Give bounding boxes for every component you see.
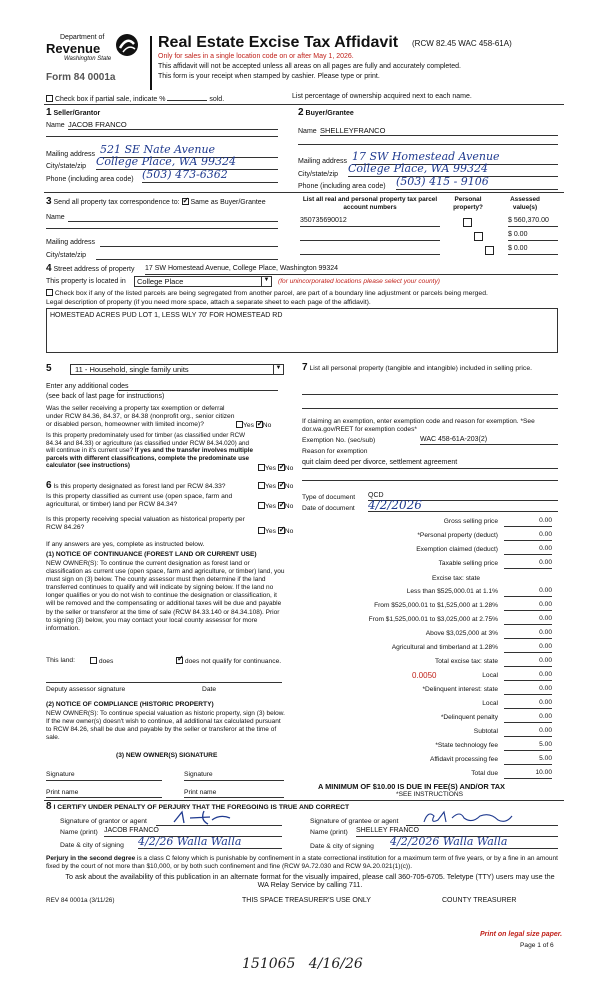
parcel-personal-checkbox-2[interactable] xyxy=(474,232,483,241)
personal-property-line-1[interactable] xyxy=(302,394,558,395)
parcel-value-3[interactable]: $ 0.00 xyxy=(508,245,558,255)
seller-mailing-field[interactable]: 521 SE Nate Avenue xyxy=(100,143,278,158)
local-rate: 0.0050 xyxy=(412,671,437,680)
seller-phone-label: Phone (including area code) xyxy=(46,176,134,183)
compliance-body: NEW OWNER(S): To continue special valuation as historic property, sign (3) below. If the new owner(s) doesn't wish to continue, all additional tax calculated pursuant to RCW 84.26, shall be due and payable by the seller or transferor at the time of sale. xyxy=(46,710,285,742)
delinquent-interest-state[interactable]: 0.00 xyxy=(504,685,552,695)
owner-sig-label-2: Signature xyxy=(184,771,213,778)
ownership-note: List percentage of ownership acquired next to each name. xyxy=(292,93,472,100)
alt-format-notice: To ask about the availability of this publication in an alternate format for the visually impaired, please call 360-705-6705. Teletype (TTY) users may use the WA Relay Service by calling 711. xyxy=(65,872,555,890)
taxable-selling-price[interactable]: 0.00 xyxy=(504,559,552,569)
owner-sig-line-1[interactable] xyxy=(46,780,162,781)
owner-sig-line-2[interactable] xyxy=(184,780,284,781)
tax-row-t5: Agricultural and timberland at 1.28% 0.00 xyxy=(391,643,552,651)
parcel-personal-checkbox-1[interactable] xyxy=(463,218,472,227)
located-label: This property is located in xyxy=(46,278,126,285)
buyer-name-field[interactable]: SHELLEYFRANCO xyxy=(320,126,558,136)
buyer-phone-field[interactable]: (503) 415 - 9106 xyxy=(396,175,558,190)
tax-row-t3: From $1,525,000.01 to $3,025,000 at 2.75% 0.00 xyxy=(368,615,552,623)
does-not-option: ✓ does not qualify for continuance. xyxy=(176,657,286,666)
q2-yes-no: Yes ✓ No xyxy=(258,464,293,472)
notice-line-2: This form is your receipt when stamped by cashier. Please type or print. xyxy=(158,73,380,80)
reason-label: Reason for exemption xyxy=(302,448,368,455)
parcel-account-3[interactable] xyxy=(300,245,440,255)
new-owner-sig-heading: (3) NEW OWNER(S) SIGNATURE xyxy=(116,752,218,759)
q1-yes-checkbox[interactable] xyxy=(236,421,243,428)
property-street-field[interactable]: 17 SW Homestead Avenue, College Place, Washington 99324 xyxy=(145,265,558,275)
q1-no-checkbox[interactable] xyxy=(256,421,263,428)
handwritten-receipt-note: 151065 4/16/26 xyxy=(242,956,363,972)
tax-row-delinq-penalty: *Delinquent penalty 0.00 xyxy=(440,713,552,721)
buyer-name-label: Name xyxy=(298,128,317,135)
grantor-date-label: Date & city of signing xyxy=(60,842,124,849)
tax-row-t4: Above $3,025,000 at 3% 0.00 xyxy=(425,629,552,637)
grantee-date-field[interactable]: 4/2/2026 Walla Walla xyxy=(390,835,558,849)
tax-row-subtotal: Subtotal 0.00 xyxy=(473,727,552,735)
forest-yes-checkbox[interactable] xyxy=(258,482,265,489)
section7-label: 7 List all personal property (tangible and intangible) included in selling price. xyxy=(302,362,532,373)
total-due[interactable]: 10.00 xyxy=(504,769,552,779)
seller-phone-field[interactable]: (503) 473-6362 xyxy=(142,168,278,183)
buyer-name-line2 xyxy=(298,144,558,145)
seller-city-field[interactable]: College Place, WA 99324 xyxy=(96,155,278,170)
continuance-body: NEW OWNER(S): To continue the current designation as forest land or classification as current use (open space, farm and agriculture, or timber) land, you must sign on (3) below. The county assessor must then determine if the land transferred continues to qualify and will indicate by signing below. If the land no longer qualifies or you do not wish to continue the designation or classification, it will be removed and the compensating or additional taxes will be due and payable by the seller or transferor at the time of sale (RCW 84.33.140 or 84.34.108). Prior to signing (3) below, you may contact your local county assessor for more information. xyxy=(46,560,285,632)
s3-mailing-label: Mailing address xyxy=(46,239,96,246)
tax-tier-4[interactable]: 0.00 xyxy=(504,629,552,639)
land-use-select[interactable] xyxy=(70,364,284,375)
same-as-buyer-checkbox[interactable] xyxy=(182,198,189,205)
s6q1-yes-no: Yes ✓ No xyxy=(258,482,293,490)
minimum-due-note: A MINIMUM OF $10.00 IS DUE IN FEE(S) AND/OR TAX xyxy=(318,782,505,791)
timber-question: Is this property predominately used for timber (as classified under RCW 84.34 and 84.33) or agriculture (as classified under RCW 84.34.020) and will continue in it's current use? If yes and the transfer involves multiple parcels with different classifications, complete the predominate use calculator (see instructions) xyxy=(46,432,253,470)
grantee-date-label: Date & city of signing xyxy=(310,843,374,850)
tax-row-gross: Gross selling price 0.00 xyxy=(443,517,552,525)
seller-name-line2 xyxy=(46,136,278,137)
grantee-name-field[interactable]: SHELLEY FRANCO xyxy=(356,827,558,837)
s6q3-yes-no: Yes ✓ No xyxy=(258,527,293,535)
q2-no-checkbox[interactable] xyxy=(278,464,285,471)
deputy-date-label: Date xyxy=(202,686,217,693)
affidavit-processing-fee[interactable]: 5.00 xyxy=(504,755,552,765)
if-yes-note: If any answers are yes, complete as instructed below. xyxy=(46,541,205,548)
section5-number: 5 xyxy=(46,363,52,374)
chevron-down-icon: ▼ xyxy=(261,277,271,286)
unincorporated-note: (for unincorporated locations please select your county) xyxy=(278,278,441,285)
subtotal[interactable]: 0.00 xyxy=(504,727,552,737)
seller-name-field[interactable]: JACOB FRANCO xyxy=(68,120,278,130)
parcel-personal-checkbox-3[interactable] xyxy=(485,246,494,255)
owner-print-label-1: Print name xyxy=(46,789,79,796)
s3-name-field[interactable] xyxy=(68,212,278,222)
personal-header: Personal property? xyxy=(453,196,483,211)
owner-sig-label-1: Signature xyxy=(46,771,75,778)
buyer-city-field[interactable]: College Place, WA 99324 xyxy=(348,162,558,177)
rcw-reference: (RCW 82.45 WAC 458-61A) xyxy=(412,39,512,48)
perjury-notice: Perjury in the second degree is a class C felony which is punishable by confinement in a state correctional institution for a maximum term of five years, or by a fine in an amount fixed by the court of not more than $10,000, or by both such confinement and fine (RCW 9A.72.030 and RCW 9A.20.021(1)(c)). xyxy=(46,855,558,870)
deputy-signature-label: Deputy assessor signature xyxy=(46,686,126,693)
owner-print-line-2[interactable] xyxy=(184,797,284,798)
location-select[interactable] xyxy=(134,276,272,287)
location-value: College Place xyxy=(137,277,184,286)
this-land-label: This land: xyxy=(46,657,75,664)
s3-city-field[interactable] xyxy=(96,250,278,260)
personal-property-deduct[interactable]: 0.00 xyxy=(504,531,552,541)
grantee-sig-label: Signature of grantee or agent xyxy=(310,818,399,825)
exemption-claimed[interactable]: 0.00 xyxy=(504,545,552,555)
tax-row-affidavit-fee: Affidavit processing fee 5.00 xyxy=(429,755,552,763)
historic-question: Is this property receiving special valuation as historical property per RCW 84.26? xyxy=(46,516,245,531)
tax-row-exemption: Exemption claimed (deduct) 0.00 xyxy=(416,545,552,553)
notice-red: Only for sales in a single location code on or after May 1, 2026. xyxy=(158,53,354,60)
treasurer-space-label: THIS SPACE TREASURER'S USE ONLY xyxy=(242,897,371,904)
seller-name-label: Name xyxy=(46,122,65,129)
seller-mailing-label: Mailing address xyxy=(46,151,96,158)
does-option: does xyxy=(90,657,113,665)
tax-row-tech-fee: *State technology fee 5.00 xyxy=(435,741,552,749)
parcel-account-1[interactable]: 350735690012 xyxy=(300,217,440,227)
doc-date-label: Date of document xyxy=(302,505,355,512)
page-number: Page 1 of 6 xyxy=(520,942,554,949)
legal-paper-note: Print on legal size paper. xyxy=(480,931,563,938)
buyer-phone-label: Phone (including area code) xyxy=(298,183,386,190)
exemption-note: If claiming an exemption, enter exemption code and reason for exemption. *See dor.wa.gov/REET for exemption codes* xyxy=(302,418,535,433)
buyer-mailing-field[interactable]: 17 SW Homestead Avenue xyxy=(352,150,558,165)
segregation-checkbox[interactable] xyxy=(46,289,53,296)
exemption-no-label: Exemption No. (sec/sub) xyxy=(302,437,376,444)
owner-print-line-1[interactable] xyxy=(46,797,162,798)
q2-yes-checkbox[interactable] xyxy=(258,464,265,471)
exemption-question: Was the seller receiving a property tax exemption or deferral under RCW 84.36, 84.37, or 84.38 (nonprofit org., senior citizen or disabled person, homeowner with limited income)? xyxy=(46,405,235,428)
continuance-heading: (1) NOTICE OF CONTINUANCE (FOREST LAND OR CURRENT USE) xyxy=(46,551,257,558)
tax-row-delinq-state: *Delinquent interest: state 0.00 xyxy=(422,685,552,693)
total-excise-state[interactable]: 0.00 xyxy=(504,657,552,667)
rule-s3 xyxy=(44,192,564,193)
parcel-value-2[interactable]: $ 0.00 xyxy=(508,231,558,241)
land-use-value: 11 - Household, single family units xyxy=(75,365,189,374)
owner-print-label-2: Print name xyxy=(184,789,217,796)
certify-line: 8 I CERTIFY UNDER PENALTY OF PERJURY THAT THE FOREGOING IS TRUE AND CORRECT xyxy=(46,801,350,812)
section3-heading: 3 Send all property tax correspondence to: ✓ Same as Buyer/Grantee xyxy=(46,196,266,207)
tax-row-t1: Less than $525,000.01 at 1.1% 0.00 xyxy=(406,587,552,595)
current-use-question: Is this property classified as current use (open space, farm and agricultural, or timber) land per RCW 84.34? xyxy=(46,493,233,508)
excise-state-heading: Excise tax: state xyxy=(432,575,481,582)
parcels-header: List all real and personal property tax parcel account numbers xyxy=(302,196,438,211)
historic-no-checkbox[interactable] xyxy=(278,527,285,534)
tax-row-total-due: Total due 10.00 xyxy=(471,769,552,777)
revenue-logo-icon xyxy=(114,32,140,58)
see-instructions: *SEE INSTRUCTIONS xyxy=(396,791,464,798)
tax-row-personal: *Personal property (deduct) 0.00 xyxy=(417,531,552,539)
tax-row-t2: From $525,000.01 to $1,525,000 at 1.28% 0.00 xyxy=(374,601,552,609)
exemption-no-field[interactable]: WAC 458-61A-203(2) xyxy=(420,436,558,445)
segregation-row: Check box if any of the listed parcels are being segregated from another parcel, are part of a boundary line adjustment or parcels being merged. xyxy=(46,289,488,297)
doc-type-label: Type of document xyxy=(302,494,356,501)
doc-date-field[interactable]: 4/2/2026 xyxy=(368,498,558,512)
buyer-mailing-label: Mailing address xyxy=(298,158,348,165)
tax-row-taxable: Taxable selling price 0.00 xyxy=(438,559,552,567)
tax-row-local: Local 0.00 xyxy=(482,671,552,679)
grantee-signature-scribble xyxy=(420,806,516,828)
delinquent-penalty[interactable]: 0.00 xyxy=(504,713,552,723)
does-not-qualify-checkbox[interactable] xyxy=(176,657,183,664)
chevron-down-icon: ▼ xyxy=(273,365,283,374)
parcel-value-1[interactable]: $ 560,370.00 xyxy=(508,217,558,227)
tax-tier-2[interactable]: 0.00 xyxy=(504,601,552,611)
sold-label: sold. xyxy=(209,96,225,103)
legal-desc-value: HOMESTEAD ACRES PUD LOT 1, LESS WLY 70' FOR HOMESTEAD RD xyxy=(50,312,283,319)
tax-row-total-state: Total excise tax: state 0.00 xyxy=(434,657,552,665)
compliance-heading: (2) NOTICE OF COMPLIANCE (HISTORIC PROPERTY) xyxy=(46,701,214,708)
page-title: Real Estate Excise Tax Affidavit xyxy=(158,34,399,51)
dept-revenue: Revenue xyxy=(46,41,101,56)
legal-desc-label: Legal description of property (if you need more space, attach a separate sheet to each page of the affidavit). xyxy=(46,299,371,306)
partial-sale-row xyxy=(46,93,224,103)
additional-codes-label: Enter any additional codes xyxy=(46,383,129,390)
dept-line: Department of xyxy=(60,34,105,41)
historic-yes-checkbox[interactable] xyxy=(258,527,265,534)
s6q2-yes-no: Yes ✓ No xyxy=(258,502,293,510)
doc-type-field[interactable]: QCD xyxy=(368,492,558,501)
see-back-note: (see back of last page for instructions) xyxy=(46,393,165,400)
county-treasurer-label: COUNTY TREASURER xyxy=(442,897,517,904)
grantor-name-label: Name (print) xyxy=(60,829,98,836)
header-divider xyxy=(150,36,152,90)
s3-name-label: Name xyxy=(46,214,65,221)
dept-state: Washington State xyxy=(64,56,112,62)
additional-codes-field[interactable] xyxy=(118,381,278,391)
tax-agricultural[interactable]: 0.00 xyxy=(504,643,552,653)
section4-street: 4 Street address of property xyxy=(46,263,135,274)
s3-city-label: City/state/zip xyxy=(46,252,87,259)
partial-percent-field[interactable] xyxy=(167,93,207,101)
forest-no-checkbox[interactable] xyxy=(278,482,285,489)
tax-row-delinq-local: Local 0.00 xyxy=(482,699,552,707)
grantee-name-label: Name (print) xyxy=(310,829,348,836)
grantor-name-field[interactable]: JACOB FRANCO xyxy=(104,827,282,837)
local-tax[interactable]: 0.00 xyxy=(504,671,552,681)
current-use-yes-checkbox[interactable] xyxy=(258,502,265,509)
tax-tier-1[interactable]: 0.00 xyxy=(504,587,552,597)
revision-number: REV 84 0001a (3/11/26) xyxy=(46,897,115,904)
s3-mailing-field[interactable] xyxy=(100,237,278,247)
delinquent-interest-local[interactable]: 0.00 xyxy=(504,699,552,709)
seller-city-label: City/state/zip xyxy=(46,163,87,170)
tax-tier-3[interactable]: 0.00 xyxy=(504,615,552,625)
buyer-heading: 2 Buyer/Grantee xyxy=(298,107,354,118)
parcel-account-2[interactable] xyxy=(300,231,440,241)
q1-yes-no: Yes ✓ No xyxy=(236,421,271,429)
current-use-no-checkbox[interactable] xyxy=(278,502,285,509)
s3-name-line2 xyxy=(46,228,278,229)
state-technology-fee[interactable]: 5.00 xyxy=(504,741,552,751)
deputy-signature-line[interactable] xyxy=(46,682,282,683)
does-qualify-checkbox[interactable] xyxy=(90,657,97,664)
gross-selling-price[interactable]: 0.00 xyxy=(504,517,552,527)
grantor-signature-scribble xyxy=(170,808,240,828)
seller-heading: 1 Seller/Grantor xyxy=(46,107,101,118)
rule-top xyxy=(44,104,564,105)
legal-desc-field[interactable] xyxy=(46,308,558,353)
personal-property-line-2[interactable] xyxy=(302,408,558,409)
reason-field[interactable]: quit claim deed per divorce, settlement agreement xyxy=(302,459,558,469)
notice-line-1: This affidavit will not be accepted unless all areas on all pages are fully and accurately completed. xyxy=(158,63,461,70)
grantor-date-field[interactable]: 4/2/26 Walla Walla xyxy=(138,835,282,849)
buyer-city-label: City/state/zip xyxy=(298,171,339,178)
form-number: Form 84 0001a xyxy=(46,72,116,83)
partial-sale-label: Check box if partial sale, indicate % xyxy=(54,96,166,103)
grantor-sig-label: Signature of grantor or agent xyxy=(60,818,147,825)
partial-sale-checkbox[interactable] xyxy=(46,95,53,102)
reason-line-2 xyxy=(302,480,558,481)
section6-q1: 6 Is this property designated as forest land per RCW 84.33? xyxy=(46,480,226,491)
assessed-header: Assessed value(s) xyxy=(510,196,540,211)
